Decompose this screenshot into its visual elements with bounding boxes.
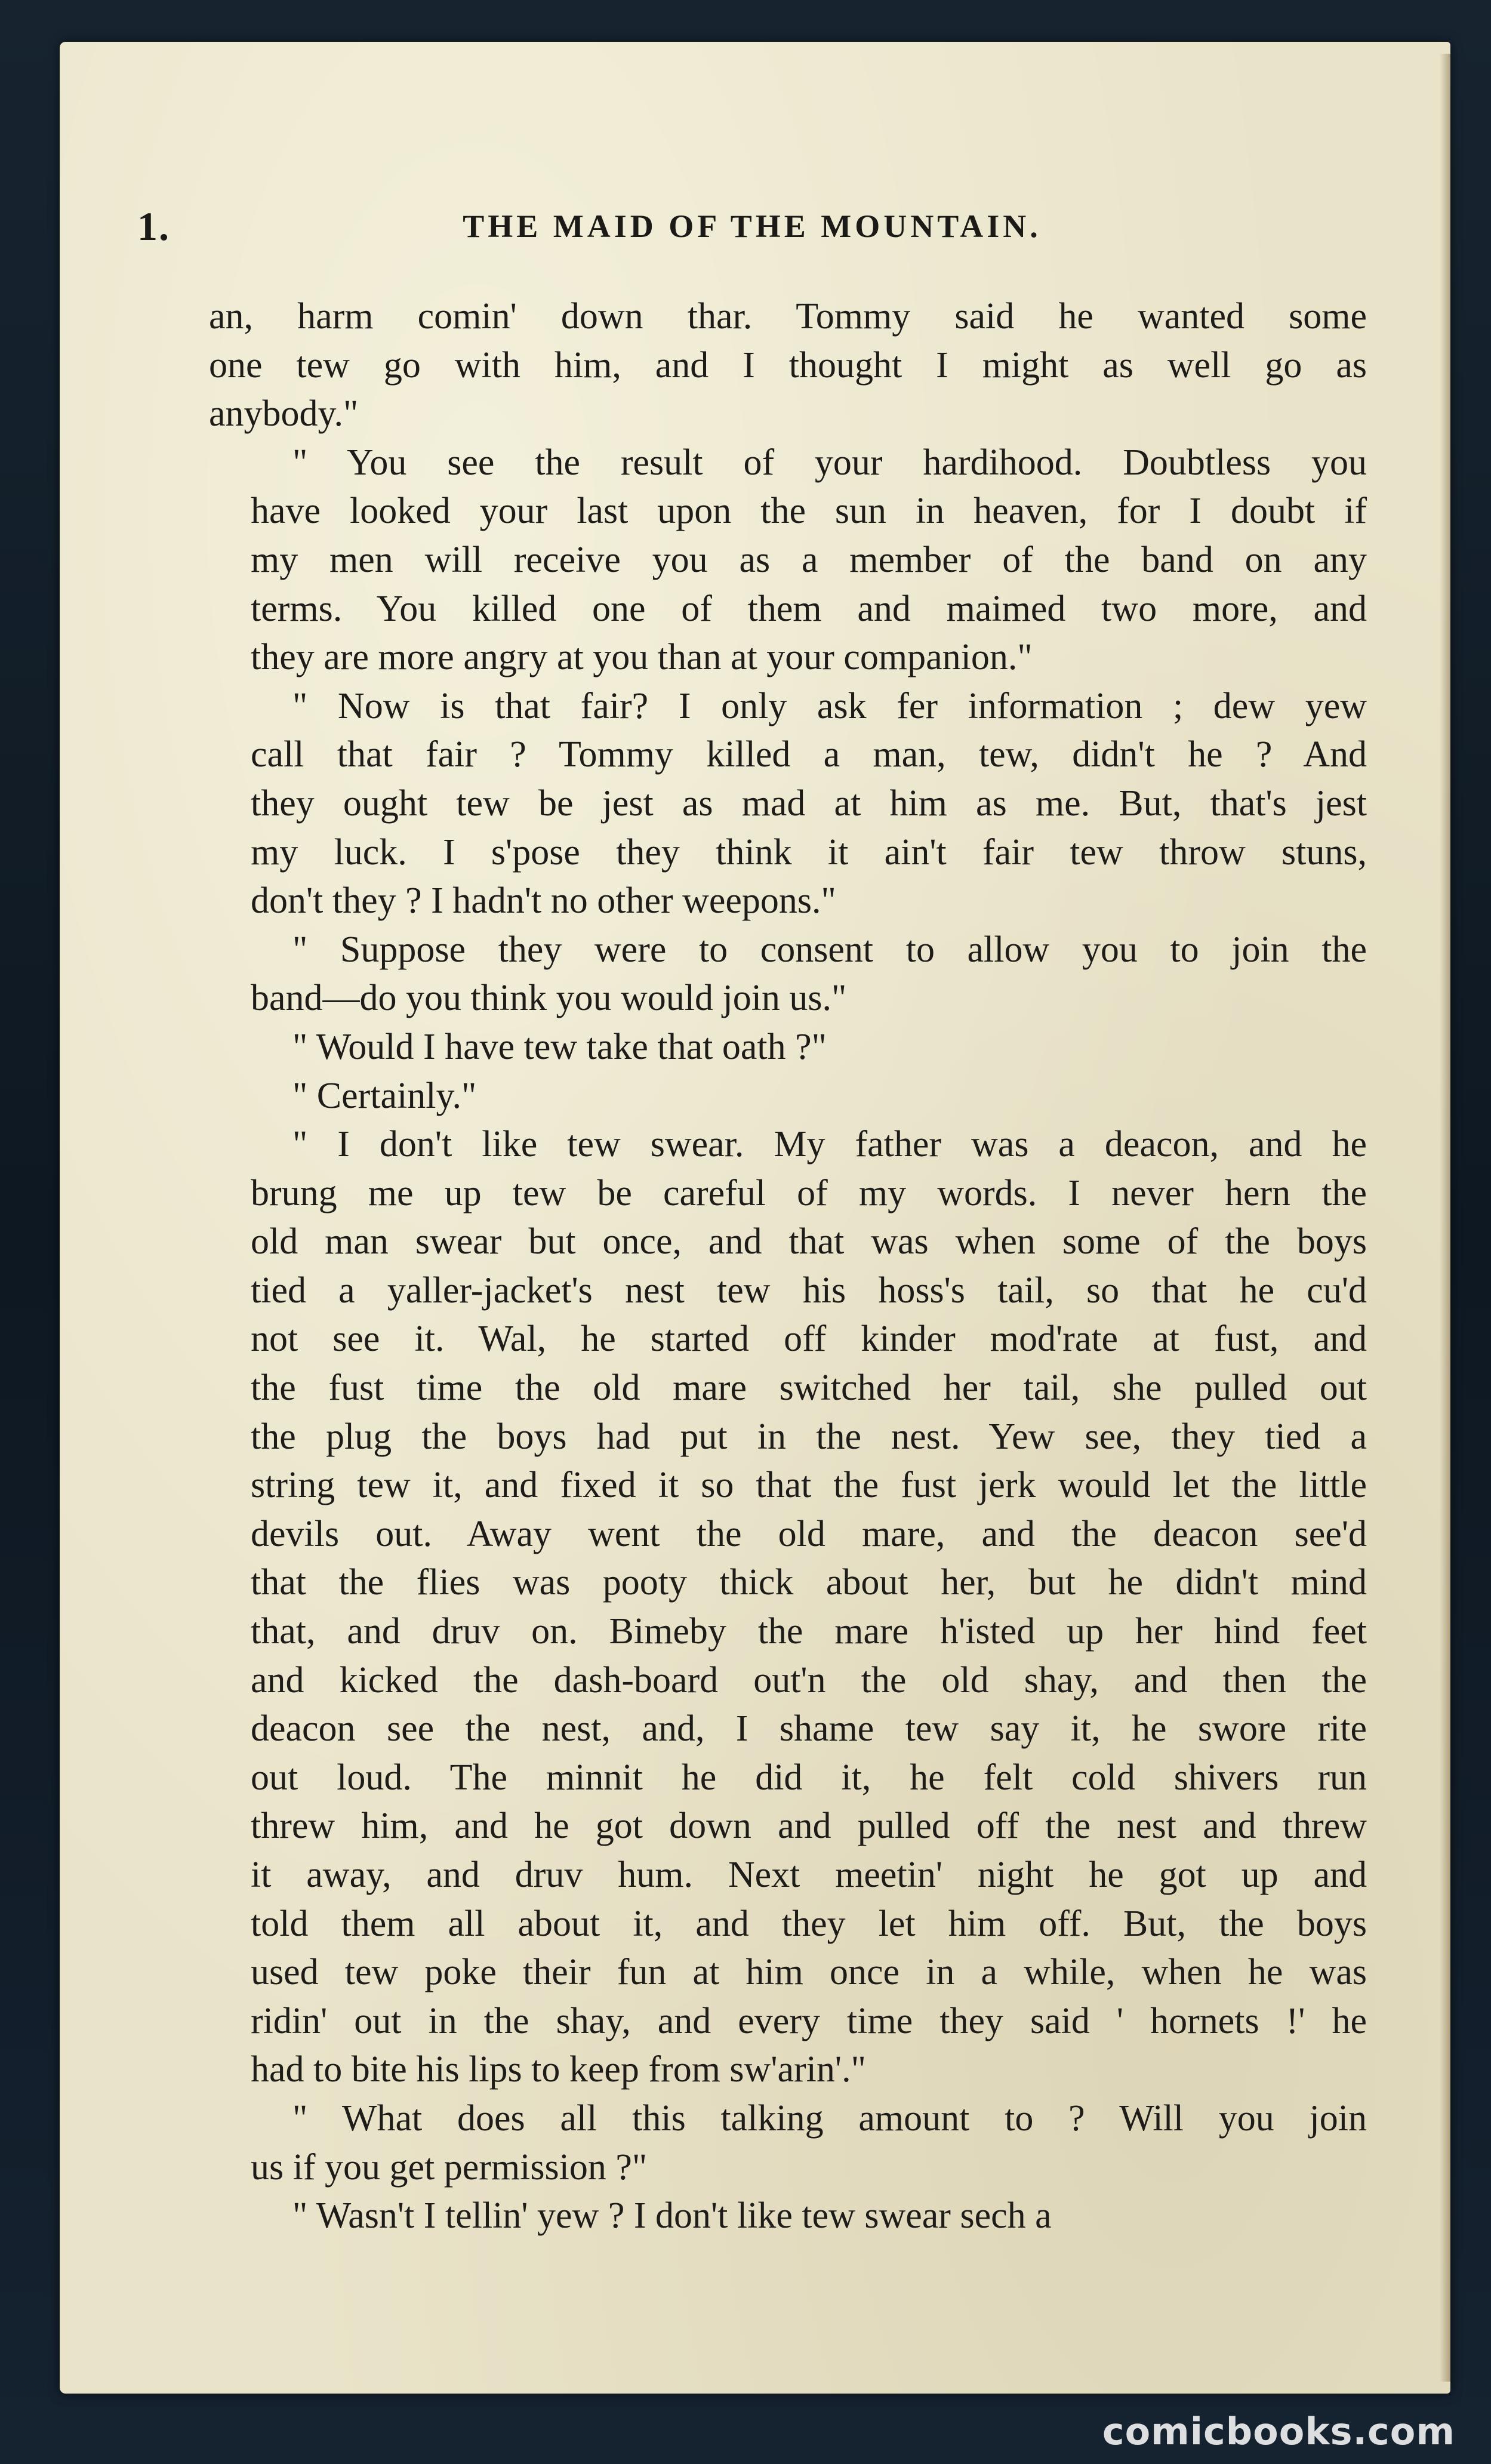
text-line: the fust time the old mare switched her tail, she pulled out [251,1367,1367,1409]
text-line: " Suppose they were to consent to allow you to join the [292,929,1367,970]
text-line: terms. You killed one of them and maimed two more, and [251,588,1367,629]
text-line: not see it. Wal, he started off kinder mod'rate at fust, and [251,1319,1367,1360]
paragraph [209,926,1367,1023]
text-line: used tew poke their fun at him once in a while, when he was [251,1952,1367,1993]
text-line: deacon see the nest, and, I shame tew say it, he swore rite [251,1708,1367,1750]
text-line: an, harm comin' down thar. Tommy said he wanted some [209,296,1367,337]
paragraph [209,292,1367,439]
text-line: ridin' out in the shay, and every time they said ' hornets !' he [251,2000,1367,2041]
paragraph [209,1023,1367,1072]
text-line: and kicked the dash-board out'n the old shay, and then the [251,1659,1367,1701]
text-line: don't they ? I hadn't no other weepons." [251,880,836,922]
paragraph [209,439,1367,682]
text-line: told them all about it, and they let him off. But, the boys [251,1903,1367,1944]
running-head-title: THE MAID OF THE MOUNTAIN. [463,208,1042,244]
text-line: my men will receive you as a member of the band on any [251,539,1367,580]
text-line: brung me up tew be careful of my words. I never hern the [251,1172,1367,1213]
body-text [209,292,1367,2241]
text-line: " Wasn't I tellin' yew ? I don't like tew swear sech a [292,2195,1052,2237]
text-line: that the flies was pooty thick about her, but he didn't mind [251,1562,1367,1603]
text-line: call that fair ? Tommy killed a man, tew, didn't he ? And [251,734,1367,775]
text-line: " Would I have tew take that oath ?" [292,1026,827,1067]
paragraph [209,1072,1367,1121]
text-line: that, and druv on. Bimeby the mare h'isted up her hind feet [251,1611,1367,1652]
text-line: threw him, and he got down and pulled off the nest and threw [251,1806,1367,1847]
text-line: tied a yaller-jacket's nest tew his hoss's tail, so that he cu'd [251,1270,1367,1311]
text-line: had to bite his lips to keep from sw'arin'." [251,2049,866,2090]
text-line: they ought tew be jest as mad at him as me. But, that's jest [251,783,1367,824]
text-line: " Certainly." [292,1075,477,1116]
text-line: the plug the boys had put in the nest. Yew see, they tied a [251,1416,1367,1457]
text-line: band—do you think you would join us." [251,978,847,1019]
text-line: " You see the result of your hardihood. Doubtless you [292,442,1367,483]
text-line: it away, and druv hum. Next meetin' night he got up and [251,1855,1367,1895]
text-line: anybody." [209,393,359,435]
text-line: old man swear but once, and that was when some of the boys [251,1221,1367,1262]
paragraph [209,2095,1367,2192]
text-line: " I don't like tew swear. My father was a deacon, and he [292,1124,1367,1165]
text-line: us if you get permission ?" [251,2146,648,2188]
text-line: have looked your last upon the sun in heaven, for I doubt if [251,491,1367,532]
running-head [137,203,1367,251]
paragraph [209,2192,1367,2241]
page-edge-shadow [1440,54,1450,2382]
text-line: " Now is that fair? I only ask fer information ; dew yew [292,685,1367,726]
paragraph [209,682,1367,926]
paragraph [209,1120,1367,2095]
watermark: comicbooks.com [1102,2410,1455,2453]
text-line: they are more angry at you than at your companion." [251,637,1033,678]
text-line: string tew it, and fixed it so that the fust jerk would let the little [251,1465,1367,1506]
text-line: devils out. Away went the old mare, and the deacon see'd [251,1513,1367,1554]
text-line: my luck. I s'pose they think it ain't fair tew throw stuns, [251,831,1367,873]
page-number: 1. [137,204,170,249]
text-line: one tew go with him, and I thought I might as well go as [209,344,1367,386]
text-line: out loud. The minnit he did it, he felt cold shivers run [251,1757,1367,1798]
text-line: " What does all this talking amount to ? Will you join [292,2098,1367,2139]
